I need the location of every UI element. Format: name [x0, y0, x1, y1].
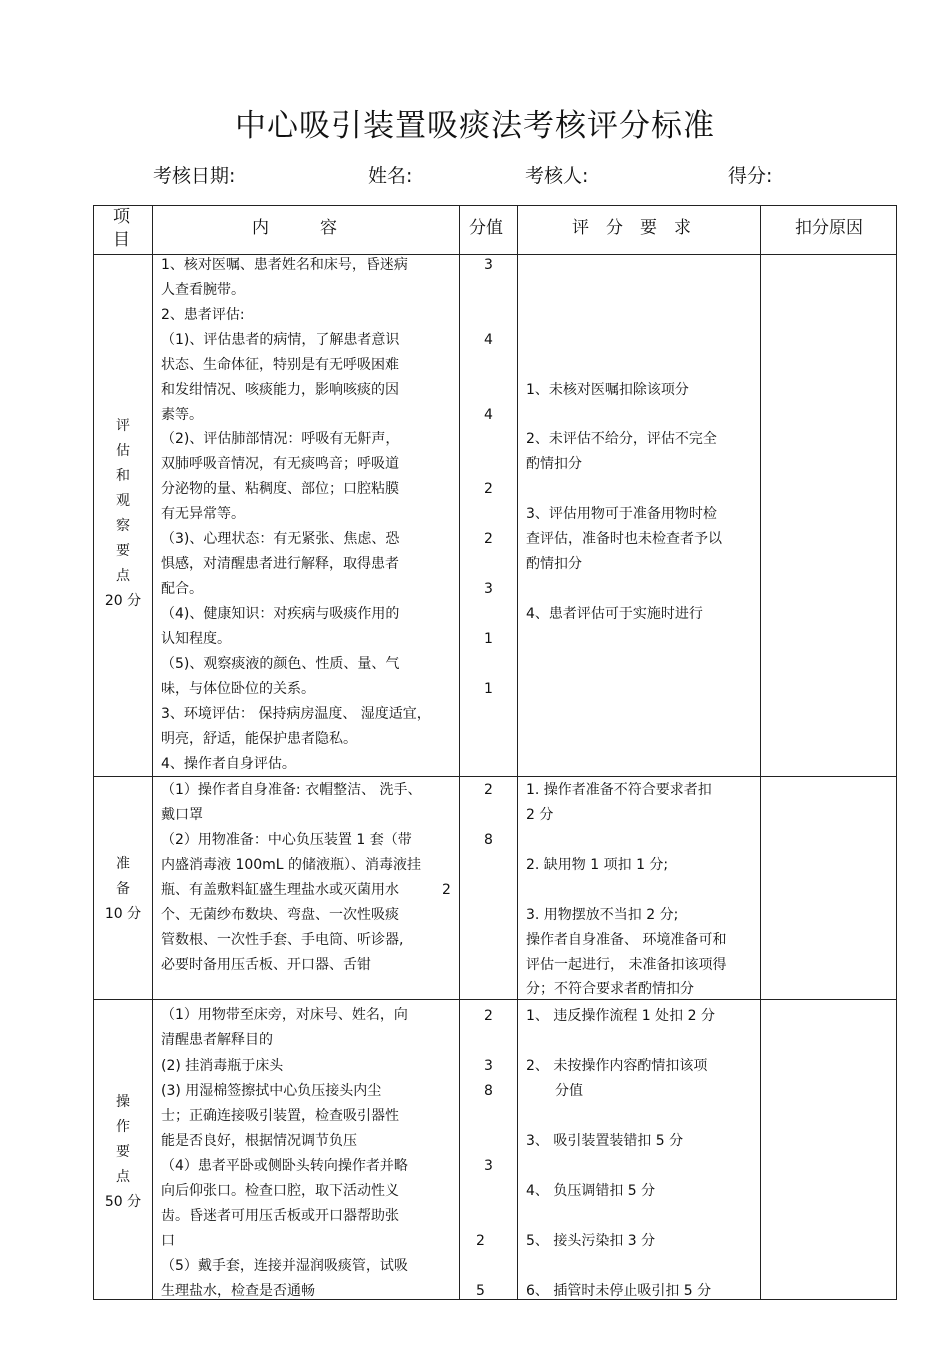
table-cell-text: 2、未评估不给分，评估不完全: [526, 431, 717, 447]
table-cell-text: 2: [442, 882, 451, 898]
name-label: 姓名:: [368, 165, 413, 187]
table-cell-text: 酌情扣分: [526, 556, 582, 572]
table-cell-text: （3)、心理状态：有无紧张、焦虑、恐: [161, 531, 400, 547]
table-cell-text: 素等。: [161, 407, 203, 423]
table-cell-text: 1: [484, 631, 493, 647]
table-cell-text: 作: [116, 1119, 130, 1135]
table-cell-text: 2. 缺用物 1 项扣 1 分;: [526, 857, 669, 873]
table-border-top: [93, 205, 897, 206]
table-row-divider: [93, 776, 897, 777]
table-cell-text: 1、 违反操作流程 1 处扣 2 分: [526, 1008, 715, 1024]
section-operation-label: [94, 1094, 152, 1219]
table-cell-text: 惧感，对清醒患者进行解释，取得患者: [161, 556, 399, 572]
table-cell-text: 认知程度。: [161, 631, 231, 647]
table-cell-text: 3、评估用物可于准备用物时检: [526, 506, 717, 522]
table-cell-text: 和发绀情况、咳痰能力，影响咳痰的因: [161, 382, 399, 398]
exam-date-label: 考核日期:: [153, 165, 236, 187]
table-cell-text: 2: [484, 531, 493, 547]
table-cell-text: 分泌物的量、粘稠度、部位；口腔粘膜: [161, 481, 399, 497]
table-cell-text: 齿。昏迷者可用压舌板或开口器帮助张: [161, 1208, 399, 1224]
table-cell-text: 要: [116, 1144, 130, 1160]
table-cell-text: （5)、观察痰液的颜色、性质、量、气: [161, 656, 400, 672]
table-col-line: [517, 205, 518, 1300]
table-cell-text: 分；不符合要求者酌情扣分: [526, 981, 694, 997]
table-cell-text: 3: [484, 257, 493, 273]
table-cell-text: 操: [116, 1094, 130, 1110]
table-cell-text: 1. 操作者准备不符合要求者扣: [526, 782, 712, 798]
table-row-divider: [93, 999, 897, 1000]
table-cell-text: 必要时备用压舌板、开口器、舌钳: [161, 957, 371, 973]
table-cell-text: 状态、生命体征，特别是有无呼吸困难: [161, 357, 399, 373]
table-cell-text: 分值: [555, 1083, 583, 1099]
table-cell-text: 5: [476, 1283, 485, 1299]
table-cell-text: 20 分: [104, 593, 142, 609]
table-cell-text: 酌情扣分: [526, 456, 582, 472]
table-cell-text: 察: [116, 518, 130, 534]
table-cell-text: 向后仰张口。检查口腔，取下活动性义: [161, 1183, 399, 1199]
table-cell-text: 点: [116, 568, 130, 584]
table-cell-text: 6、 插管时未停止吸引扣 5 分: [526, 1283, 712, 1299]
table-cell-text: 能是否良好，根据情况调节负压: [161, 1133, 357, 1149]
table-cell-text: 2: [484, 481, 493, 497]
table-header-divider: [93, 254, 897, 255]
section-assessment-label: [94, 418, 152, 618]
score-label: 得分:: [728, 165, 773, 187]
table-cell-text: （4）患者平卧或侧卧头转向操作者并略: [161, 1158, 408, 1174]
table-cell-text: 双肺呼吸音情况，有无痰鸣音；呼吸道: [161, 456, 399, 472]
table-cell-text: 2: [484, 782, 493, 798]
table-cell-text: 4、患者评估可于实施时进行: [526, 606, 703, 622]
table-cell-text: 2、患者评估:: [161, 307, 245, 323]
table-cell-text: 1、未核对医嘱扣除该项分: [526, 382, 689, 398]
table-cell-text: 2: [484, 1008, 493, 1024]
table-cell-text: （1)、评估患者的病情，了解患者意识: [161, 332, 400, 348]
table-cell-text: 操作者自身准备、 环境准备可和: [526, 932, 727, 948]
table-col-line: [896, 205, 897, 1300]
examiner-label: 考核人:: [525, 165, 589, 187]
page-title: 中心吸引装置吸痰法考核评分标准: [235, 108, 715, 144]
table-cell-text: 2: [476, 1233, 485, 1249]
table-cell-text: （4)、健康知识：对疾病与吸痰作用的: [161, 606, 400, 622]
table-cell-text: 点: [116, 1169, 130, 1185]
table-cell-text: 4、 负压调错扣 5 分: [526, 1183, 656, 1199]
table-cell-text: 准: [116, 856, 130, 872]
table-cell-text: 配合。: [161, 581, 203, 597]
table-cell-text: 2、 未按操作内容酌情扣该项: [526, 1058, 708, 1074]
table-cell-text: 人查看腕带。: [161, 282, 245, 298]
table-border-bottom: [93, 1299, 897, 1300]
table-cell-text: （2）用物准备：中心负压装置 1 套（带: [161, 832, 412, 848]
table-cell-text: 50 分: [104, 1194, 142, 1210]
table-cell-text: 3、环境评估： 保持病房温度、 湿度适宜，: [161, 706, 431, 722]
table-cell-text: 1: [484, 681, 493, 697]
table-cell-text: 3: [484, 581, 493, 597]
table-cell-text: 2 分: [526, 807, 554, 823]
table-cell-text: 味，与体位卧位的关系。: [161, 681, 315, 697]
table-cell-text: 观: [116, 493, 130, 509]
table-cell-text: (3) 用湿棉签擦拭中心负压接头内尘: [161, 1083, 382, 1099]
table-cell-text: 口: [161, 1233, 175, 1249]
table-cell-text: 和: [116, 468, 130, 484]
table-cell-text: 10 分: [104, 906, 142, 922]
header-deduction: 扣分原因: [795, 218, 863, 238]
table-cell-text: 评: [116, 418, 130, 434]
table-col-line: [152, 205, 153, 1300]
table-cell-text: (2) 挂消毒瓶于床头: [161, 1058, 284, 1074]
table-cell-text: 5、 接头污染扣 3 分: [526, 1233, 656, 1249]
table-cell-text: 8: [484, 832, 493, 848]
table-cell-text: 内盛消毒液 100mL 的储液瓶）、消毒液挂: [161, 857, 422, 873]
table-cell-text: 瓶、有盖敷料缸盛生理盐水或灭菌用水: [161, 882, 399, 898]
table-col-line: [459, 205, 460, 1300]
table-cell-text: 要: [116, 543, 130, 559]
table-cell-text: 管数根、一次性手套、手电筒、听诊器,: [161, 932, 404, 948]
header-content: 内 容: [252, 218, 337, 238]
header-item-2: 目: [113, 230, 130, 250]
table-cell-text: 4: [484, 332, 493, 348]
table-cell-text: 备: [116, 881, 130, 897]
table-cell-text: 4、操作者自身评估。: [161, 756, 296, 772]
table-cell-text: 士；正确连接吸引装置，检查吸引器性: [161, 1108, 399, 1124]
header-criteria: 评 分 要 求: [572, 218, 691, 238]
table-cell-text: （1）操作者自身准备: 衣帽整洁、 洗手、: [161, 782, 422, 798]
table-cell-text: 评估一起进行， 未准备扣该项得: [526, 957, 727, 973]
table-cell-text: 查评估，准备时也未检查者予以: [526, 531, 722, 547]
section-preparation-label: [94, 856, 152, 931]
table-cell-text: 个、无菌纱布数块、弯盘、一次性吸痰: [161, 907, 399, 923]
table-cell-text: 8: [484, 1083, 493, 1099]
table-cell-text: 4: [484, 407, 493, 423]
table-cell-text: 清醒患者解释目的: [161, 1032, 273, 1048]
table-col-line: [760, 205, 761, 1300]
table-cell-text: （5）戴手套，连接并湿润吸痰管，试吸: [161, 1258, 408, 1274]
table-cell-text: 估: [116, 443, 130, 459]
header-points: 分值: [469, 218, 503, 238]
table-cell-text: 3. 用物摆放不当扣 2 分;: [526, 907, 679, 923]
table-cell-text: （2)、评估肺部情况：呼吸有无鼾声，: [161, 431, 400, 447]
table-cell-text: 有无异常等。: [161, 506, 245, 522]
table-cell-text: 3、 吸引装置装错扣 5 分: [526, 1133, 684, 1149]
table-cell-text: （1）用物带至床旁，对床号、姓名，向: [161, 1007, 408, 1023]
table-cell-text: 明亮，舒适，能保护患者隐私。: [161, 731, 357, 747]
table-cell-text: 生理盐水，检查是否通畅: [161, 1283, 315, 1299]
table-cell-text: 戴口罩: [161, 807, 203, 823]
table-cell-text: 1、核对医嘱、患者姓名和床号，昏迷病: [161, 257, 408, 273]
table-cell-text: 3: [484, 1058, 493, 1074]
table-cell-text: 3: [484, 1158, 493, 1174]
header-item-1: 项: [113, 207, 130, 227]
